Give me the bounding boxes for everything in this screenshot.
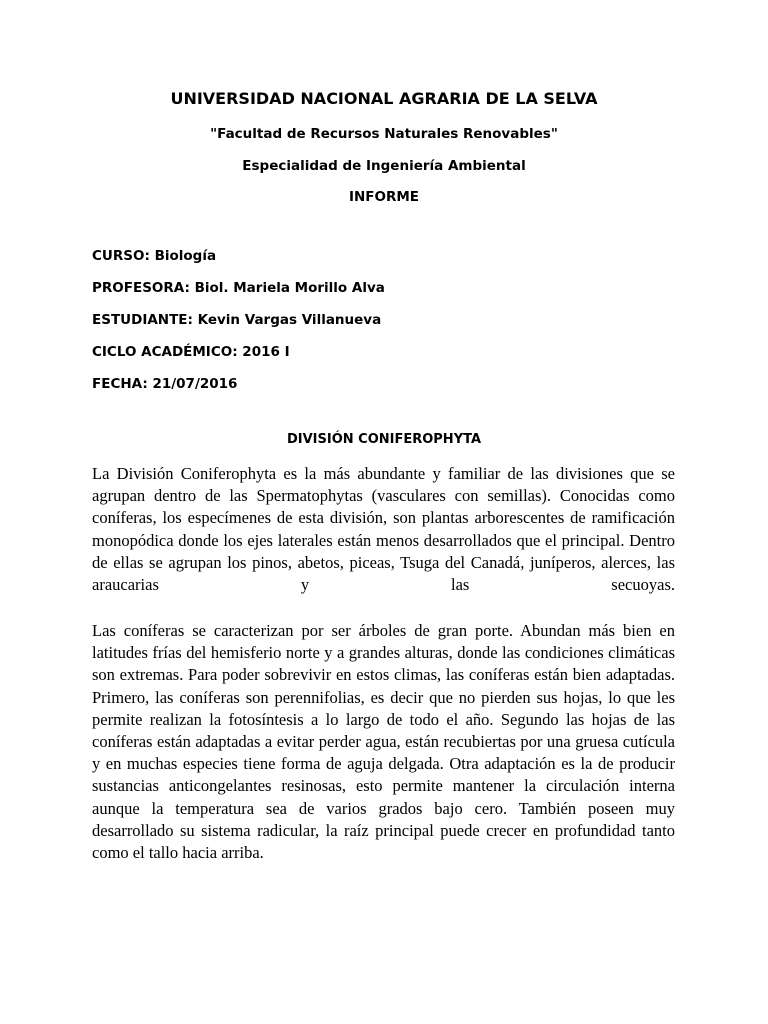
course-line: CURSO: Biología — [92, 248, 217, 264]
professor-line: PROFESORA: Biol. Mariela Morillo Alva — [92, 280, 385, 296]
academic-cycle-line: CICLO ACADÉMICO: 2016 I — [92, 344, 290, 360]
document-type: INFORME — [348, 189, 420, 205]
student-line: ESTUDIANTE: Kevin Vargas Villanueva — [92, 312, 382, 328]
paragraph-adaptations: Las coníferas se caracterizan por ser árboles de gran porte. Abundan más bien en latitudes frías del hemisferio norte y a grandes alturas, donde las condiciones climáticas son extremas. Para poder sobrevivir en estos climas, las coníferas están bien adaptadas. Primero, las coníferas son perennifolias, es decir que no pierden sus hojas, lo que les permite realizan la fotosíntesis a lo largo de todo el año. Segundo las hojas de las coníferas están adaptadas a evitar perder agua, están recubiertas por una gruesa cutícula y en muchas especies tiene forma de aguja delgada. Otra adaptación es la de producir sustancias anticongelantes resinosas, esto permite mantener la circulación interna aunque la temperatura sea de varios grados bajo cero. También poseen muy desarrollado su sistema radicular, la raíz principal puede crecer en profundidad tanto como el tallo hacia arriba. — [92, 621, 675, 863]
section-title: DIVISIÓN CONIFEROPHYTA — [286, 432, 482, 447]
report-details — [92, 246, 385, 406]
specialty-name: Especialidad de Ingeniería Ambiental — [242, 158, 526, 174]
date-line: FECHA: 21/07/2016 — [92, 376, 238, 392]
faculty-name: "Facultad de Recursos Naturales Renovables" — [210, 126, 558, 142]
paragraph-introduction: La División Coniferophyta es la más abundante y familiar de las divisiones que se agrupan dentro de las Spermatophytas (vasculares con semillas). Conocidas como coníferas, los especímenes de esta división, son plantas arborescentes de ramificación monopódica donde los ejes laterales están menos desarrollados que el principal. Dentro de ellas se agrupan los pinos, abetos, piceas, Tsuga del Canadá, juníperos, alerces, las araucarias y las secuoyas. — [92, 464, 675, 595]
university-title: UNIVERSIDAD NACIONAL AGRARIA DE LA SELVA — [170, 89, 598, 108]
